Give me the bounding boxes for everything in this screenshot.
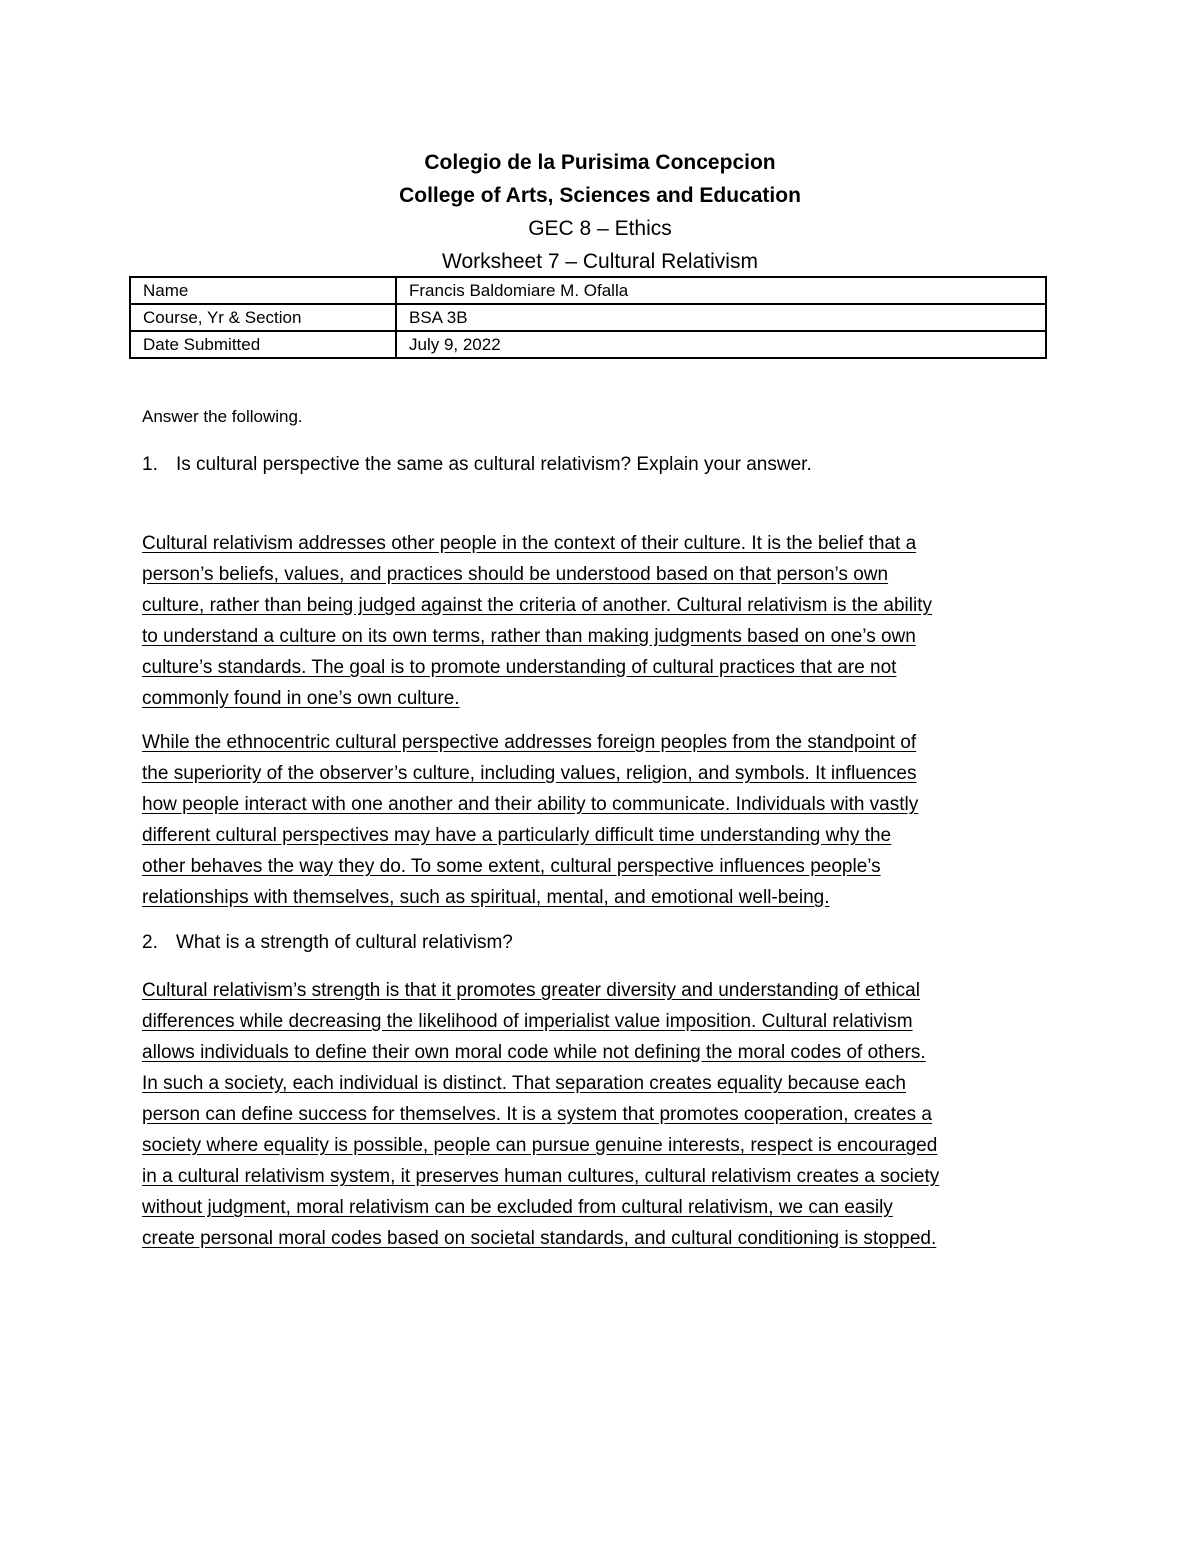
answer-line: in a cultural relativism system, it preserves human cultures, cultural relativism creates a society <box>142 1166 940 1187</box>
answer-line: commonly found in one’s own culture. <box>142 688 460 709</box>
question-text: What is a strength of cultural relativism? <box>176 932 513 953</box>
date-label: Date Submitted <box>130 331 396 358</box>
name-value: Francis Baldomiare M. Ofalla <box>396 277 1046 304</box>
answer-line: person can define success for themselves. It is a system that promotes cooperation, creates a <box>142 1104 932 1125</box>
table-row <box>130 277 1046 304</box>
name-label: Name <box>130 277 396 304</box>
table-row <box>130 331 1046 358</box>
answer-line: While the ethnocentric cultural perspective addresses foreign peoples from the standpoint of <box>142 732 917 753</box>
answer-line: relationships with themselves, such as spiritual, mental, and emotional well-being. <box>142 887 830 908</box>
school-name: Colegio de la Purisima Concepcion <box>424 151 776 174</box>
instruction-text: Answer the following. <box>142 407 303 426</box>
answer-line: without judgment, moral relativism can be excluded from cultural relativism, we can easily <box>142 1197 893 1218</box>
question-2 <box>142 930 513 956</box>
section-value: BSA 3B <box>396 304 1046 331</box>
date-value: July 9, 2022 <box>396 331 1046 358</box>
section-label: Course, Yr & Section <box>130 304 396 331</box>
answer-line: Cultural relativism’s strength is that it promotes greater diversity and understanding of ethical <box>142 980 920 1001</box>
document-header <box>0 146 1200 278</box>
question-number: 2. <box>142 932 158 953</box>
question-number: 1. <box>142 454 158 475</box>
student-info-table <box>129 276 1047 359</box>
answer-line: to understand a culture on its own terms, rather than making judgments based on one’s own <box>142 626 916 647</box>
question-text: Is cultural perspective the same as cultural relativism? Explain your answer. <box>176 454 812 475</box>
answer-2 <box>142 975 1072 1254</box>
answer-line: person’s beliefs, values, and practices should be understood based on that person’s own <box>142 564 889 585</box>
answer-1-paragraph-2 <box>142 727 1072 913</box>
answer-line: culture’s standards. The goal is to promote understanding of cultural practices that are not <box>142 657 897 678</box>
answer-line: the superiority of the observer’s culture, including values, religion, and symbols. It influences <box>142 763 917 784</box>
table-row <box>130 304 1046 331</box>
answer-line: allows individuals to define their own moral code while not defining the moral codes of others. <box>142 1042 926 1063</box>
answer-line: different cultural perspectives may have a particularly difficult time understanding why the <box>142 825 892 846</box>
answer-line: Cultural relativism addresses other people in the context of their culture. It is the belief that a <box>142 533 917 554</box>
answer-line: other behaves the way they do. To some extent, cultural perspective influences people’s <box>142 856 881 877</box>
answer-line: society where equality is possible, people can pursue genuine interests, respect is encouraged <box>142 1135 938 1156</box>
answer-1-paragraph-1 <box>142 528 1072 714</box>
answer-line: create personal moral codes based on societal standards, and cultural conditioning is stopped. <box>142 1228 937 1249</box>
question-1 <box>142 452 812 478</box>
college-name: College of Arts, Sciences and Education <box>399 184 801 207</box>
answer-line: In such a society, each individual is distinct. That separation creates equality because each <box>142 1073 906 1094</box>
course-title: GEC 8 – Ethics <box>528 217 672 240</box>
answer-line: differences while decreasing the likelihood of imperialist value imposition. Cultural relativism <box>142 1011 913 1032</box>
answer-line: culture, rather than being judged against the criteria of another. Cultural relativism is the ability <box>142 595 932 616</box>
worksheet-title: Worksheet 7 – Cultural Relativism <box>442 250 758 273</box>
answer-line: how people interact with one another and their ability to communicate. Individuals with vastly <box>142 794 919 815</box>
